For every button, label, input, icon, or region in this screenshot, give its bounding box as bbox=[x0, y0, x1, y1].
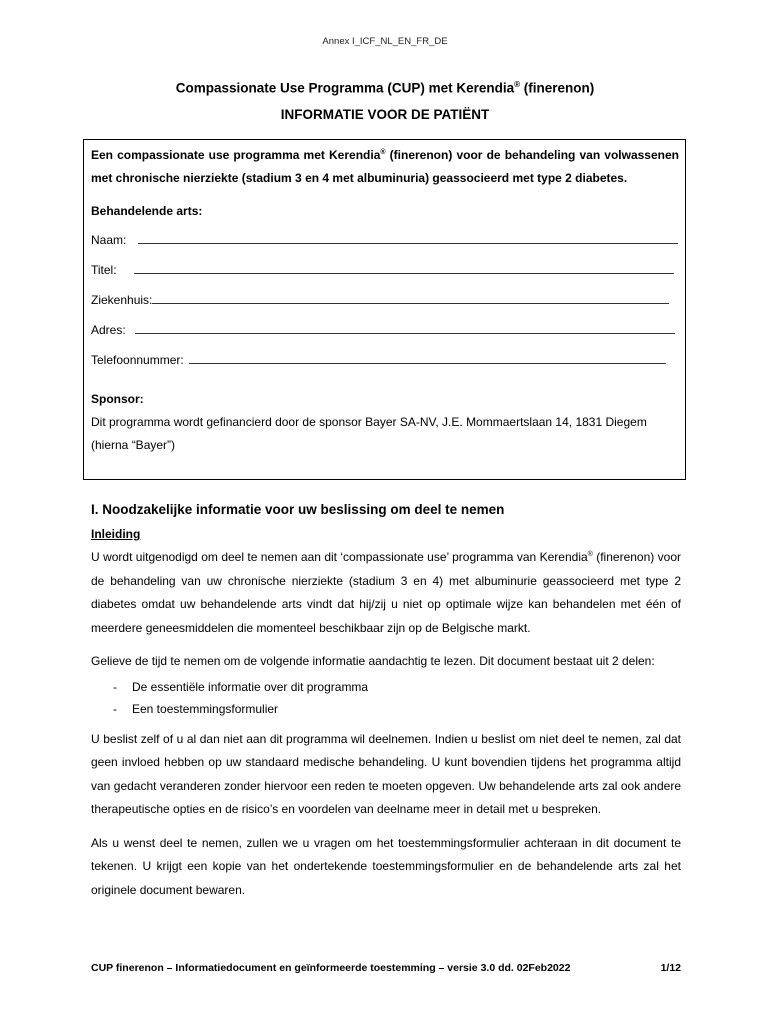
adres-line[interactable] bbox=[135, 322, 675, 334]
intro-part-a: Een compassionate use programma met Kerendia bbox=[91, 148, 381, 162]
section-body bbox=[91, 546, 681, 912]
registered-mark: ® bbox=[380, 149, 386, 156]
field-adres bbox=[91, 319, 679, 342]
paragraph-1-a: U wordt uitgenodigd om deel te nemen aan dit ‘compassionate use’ programma van Kerendia bbox=[91, 550, 588, 564]
section-heading: I. Noodzakelijke informatie voor uw beslissing om deel te nemen bbox=[91, 502, 505, 517]
titel-line[interactable] bbox=[134, 262, 674, 274]
section-subheading: Inleiding bbox=[91, 527, 141, 541]
registered-mark: ® bbox=[587, 551, 593, 558]
paragraph-1-b: (finerenon) voor de behandeling van uw chronische nierziekte (stadium 3 en 4) met albuminurie geassocieerd met type 2 diabetes omdat uw behandelende arts vindt dat hij/zij u niet op optimale wijze kan behandelen met één of meerdere geneesmiddelen die momenteel beschikbaar zijn op de Belgische markt. bbox=[91, 550, 681, 635]
field-ziekenhuis bbox=[91, 289, 679, 312]
title-tail: (finerenon) bbox=[520, 80, 595, 96]
list-item-text: Een toestemmingsformulier bbox=[132, 701, 279, 716]
naam-line[interactable] bbox=[138, 232, 678, 244]
document-parts-list bbox=[91, 676, 681, 720]
paragraph-1 bbox=[91, 546, 681, 640]
bullet-dash: - bbox=[113, 679, 117, 694]
ziekenhuis-label: Ziekenhuis: bbox=[91, 293, 153, 307]
list-item bbox=[91, 676, 681, 698]
program-intro bbox=[91, 144, 679, 190]
list-item bbox=[91, 698, 681, 720]
titel-label: Titel: bbox=[91, 263, 117, 277]
telefoon-line[interactable] bbox=[189, 352, 666, 364]
page-footer bbox=[91, 962, 681, 974]
footer-text: CUP finerenon – Informatiedocument en geïnformeerde toestemming – versie 3.0 dd. 02Feb2022 bbox=[91, 962, 571, 974]
list-item-text: De essentiële informatie over dit programma bbox=[132, 679, 369, 694]
sponsor-text: Dit programma wordt gefinancierd door de sponsor Bayer SA-NV, J.E. Mommaertslaan 14, 1831 Diegem (hierna “Bayer”) bbox=[91, 415, 647, 452]
document-title bbox=[0, 80, 770, 96]
document-subtitle: INFORMATIE VOOR DE PATIËNT bbox=[280, 107, 490, 122]
telefoon-label: Telefoonnummer: bbox=[91, 353, 184, 367]
page-number: 1/12 bbox=[660, 962, 681, 974]
paragraph-2: Gelieve de tijd te nemen om de volgende informatie aandachtig te lezen. Dit document bestaat uit 2 delen: bbox=[91, 654, 655, 668]
paragraph-4: Als u wenst deel te nemen, zullen we u vragen om het toestemmingsformulier achteraan in dit document te tekenen. U krijgt een kopie van het ondertekende toestemmingsformulier en de behandelende arts zal het originele document bewaren. bbox=[91, 835, 681, 897]
title-main: Compassionate Use Programma (CUP) met Kerendia bbox=[175, 80, 515, 96]
field-telefoon bbox=[91, 349, 679, 372]
field-naam bbox=[91, 229, 679, 252]
annex-reference: Annex I_ICF_NL_EN_FR_DE bbox=[322, 36, 448, 47]
physician-heading: Behandelende arts: bbox=[91, 204, 203, 218]
ziekenhuis-line[interactable] bbox=[152, 292, 669, 304]
adres-label: Adres: bbox=[91, 323, 126, 337]
paragraph-3: U beslist zelf of u al dan niet aan dit programma wil deelnemen. Indien u beslist om niet deel te nemen, zal dat geen invloed hebben op uw standaard medische behandeling. U kunt bovendien tijdens het programma altijd van gedacht veranderen zonder hiervoor een reden te moeten opgeven. Uw behandelende arts zal ook andere therapeutische opties en de risico’s en voordelen van deelname meer in detail met u bespreken. bbox=[91, 731, 681, 816]
bullet-dash: - bbox=[113, 701, 117, 716]
naam-label: Naam: bbox=[91, 233, 127, 247]
registered-mark: ® bbox=[514, 80, 520, 89]
sponsor-heading: Sponsor: bbox=[91, 392, 144, 406]
program-info-box bbox=[83, 139, 686, 480]
intro-part-b: (finerenon) voor de behandeling van volwassenen met chronische nierziekte (stadium 3 en 4 met albuminuria) geassocieerd met type 2 diabetes. bbox=[91, 148, 679, 185]
field-titel bbox=[91, 259, 679, 282]
